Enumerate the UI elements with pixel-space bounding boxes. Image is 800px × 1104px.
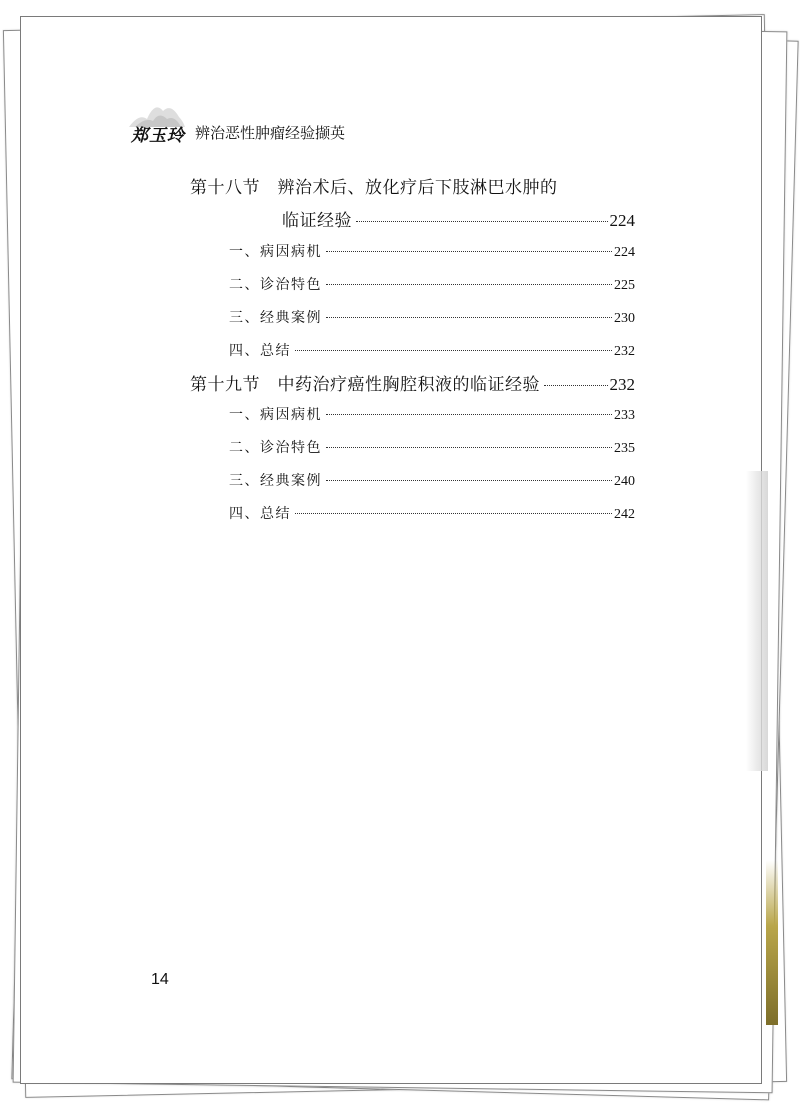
toc-entry-label: 三、经典案例: [229, 473, 322, 489]
toc-page-number: 232: [609, 375, 635, 394]
dot-leader: [326, 480, 612, 481]
toc-section-title: 第十八节 辨治术后、放化疗后下肢淋巴水肿的: [190, 178, 558, 198]
toc-entry-label: 一、病因病机: [229, 244, 322, 260]
dot-leader: [544, 385, 608, 386]
toc-entry[interactable]: [229, 274, 635, 294]
toc-page-number: 232: [614, 344, 635, 359]
toc-section-title: 第十九节 中药治疗癌性胸腔积液的临证经验: [190, 375, 540, 395]
dot-leader: [326, 317, 612, 318]
toc-page-number: 233: [614, 408, 635, 423]
dot-leader: [326, 284, 612, 285]
dot-leader: [326, 414, 612, 415]
dot-leader: [295, 513, 612, 514]
toc-entry[interactable]: [229, 503, 635, 523]
toc-page-number: 235: [614, 441, 635, 456]
dot-leader: [356, 221, 608, 222]
dot-leader: [326, 447, 612, 448]
toc-entry[interactable]: [229, 437, 635, 457]
toc-entry-label: 二、诊治特色: [229, 440, 322, 456]
toc-entry-label: 四、总结: [229, 506, 291, 522]
toc-entry[interactable]: [190, 370, 635, 395]
dot-leader: [326, 251, 612, 252]
back-sheet-edge: [766, 860, 778, 1025]
toc-entry-label: 三、经典案例: [229, 310, 322, 326]
toc-entry[interactable]: [229, 307, 635, 327]
toc-page-number: 230: [614, 311, 635, 326]
toc-page-number: 225: [614, 278, 635, 293]
header-author: 郑玉玲: [131, 126, 185, 146]
running-header: [131, 109, 431, 149]
toc-page-number: 224: [614, 245, 635, 260]
toc-entry[interactable]: [229, 241, 635, 261]
book-page: [20, 16, 762, 1084]
toc-page-number: 240: [614, 474, 635, 489]
toc-page-number: 242: [614, 507, 635, 522]
toc-entry[interactable]: [229, 340, 635, 360]
toc-entry-label: 四、总结: [229, 343, 291, 359]
page-shadow: [746, 471, 768, 771]
toc-page-number: 224: [609, 211, 635, 230]
toc-entry[interactable]: [282, 206, 635, 231]
toc-entry[interactable]: [229, 470, 635, 490]
header-book-title: 辨治恶性肿瘤经验撷英: [195, 124, 346, 142]
dot-leader: [295, 350, 612, 351]
toc-entry[interactable]: [229, 404, 635, 424]
page-number: 14: [151, 971, 169, 988]
toc-entry-label: 临证经验: [282, 211, 352, 231]
toc-section-heading[interactable]: [190, 173, 630, 198]
toc-entry-label: 二、诊治特色: [229, 277, 322, 293]
toc-entry-label: 一、病因病机: [229, 407, 322, 423]
